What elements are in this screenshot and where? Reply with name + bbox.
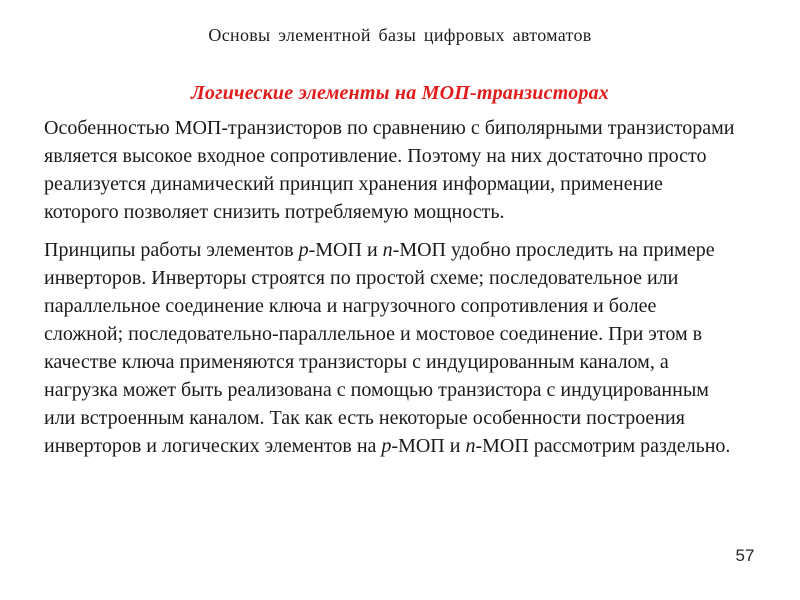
text-line: качестве ключа применяются транзисторы с индуцированным каналом, а — [44, 351, 669, 373]
text-line: является высокое входное сопротивление. Поэтому на них достаточно просто — [44, 145, 707, 167]
text-line: Особенностью МОП-транзисторов по сравнению с биполярными транзисторами — [44, 117, 735, 139]
text-line: инверторов и логических элементов на p-МОП и n-МОП рассмотрим раздельно. — [44, 435, 731, 457]
text-line: реализуется динамический принцип хранения информации, применение — [44, 173, 663, 195]
text-line: или встроенным каналом. Так как есть некоторые особенности построения — [44, 407, 685, 429]
text-line: сложной; последовательно-параллельное и мостовое соединение. При этом в — [44, 323, 703, 345]
paragraph-inverter-principles — [44, 236, 760, 460]
text-line: параллельное соединение ключа и нагрузочного сопротивления и более — [44, 295, 657, 317]
slide-body — [44, 114, 760, 460]
page-number: 57 — [735, 546, 755, 565]
paragraph-mos-input-resistance — [44, 114, 760, 226]
text-line: нагрузка может быть реализована с помощью транзистора с индуцированным — [44, 379, 709, 401]
text-line: инверторов. Инверторы строятся по простой схеме; последовательное или — [44, 267, 679, 289]
slide-subtitle: Логические элементы на МОП-транзисторах — [190, 82, 609, 104]
text-line: которого позволяет снизить потребляемую мощность. — [44, 201, 505, 223]
text-line: Принципы работы элементов p-МОП и n-МОП удобно проследить на примере — [44, 239, 715, 261]
slide-header: Основы элементной базы цифровых автоматов — [208, 25, 592, 45]
